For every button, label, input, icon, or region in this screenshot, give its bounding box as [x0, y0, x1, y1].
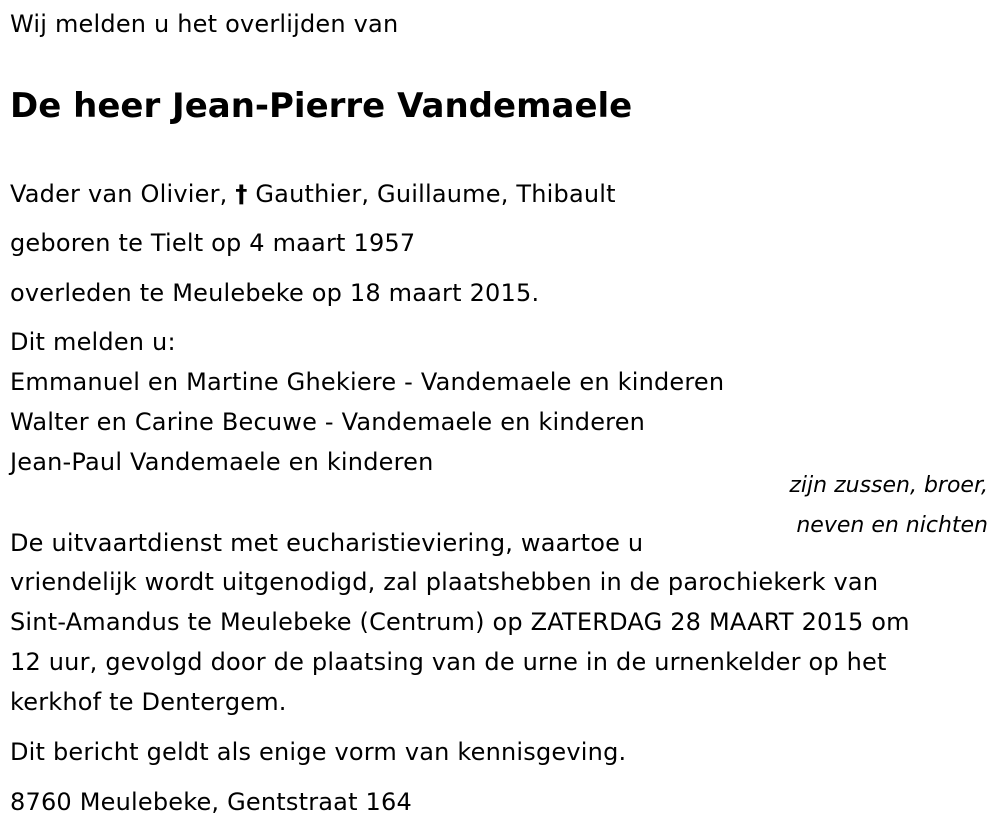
relation-line: zijn zussen, broer, — [789, 473, 988, 498]
funeral-line: 12 uur, gevolgd door de plaatsing van de urne in de urnenkelder op het — [10, 648, 887, 676]
announcer-line: Jean-Paul Vandemaele en kinderen — [10, 448, 434, 476]
notice-text: Dit bericht geldt als enige vorm van kennisgeving. — [10, 738, 627, 766]
birth-line: geboren te Tielt op 4 maart 1957 — [10, 229, 416, 257]
cross-icon: † — [235, 180, 248, 208]
funeral-line: Sint-Amandus te Meulebeke (Centrum) op ZATERDAG 28 MAART 2015 om — [10, 608, 910, 636]
death-line: overleden te Meulebeke op 18 maart 2015. — [10, 279, 540, 307]
announcer-line: Emmanuel en Martine Ghekiere - Vandemaele en kinderen — [10, 368, 725, 396]
funeral-line: De uitvaartdienst met eucharistieviering, waartoe u — [10, 529, 644, 557]
relation-line: neven en nichten — [796, 513, 988, 538]
deceased-name: De heer Jean-Pierre Vandemaele — [10, 86, 633, 126]
funeral-line: vriendelijk wordt uitgenodigd, zal plaatshebben in de parochiekerk van — [10, 568, 879, 596]
announcer-line: Walter en Carine Becuwe - Vandemaele en kinderen — [10, 408, 646, 436]
announcers-heading: Dit melden u: — [10, 328, 176, 356]
children-line — [10, 180, 616, 208]
address-text: 8760 Meulebeke, Gentstraat 164 — [10, 788, 412, 816]
intro-text: Wij melden u het overlijden van — [10, 10, 399, 38]
children-prefix: Vader van Olivier, — [10, 180, 228, 208]
funeral-line: kerkhof te Dentergem. — [10, 688, 287, 716]
children-rest: Gauthier, Guillaume, Thibault — [255, 180, 616, 208]
